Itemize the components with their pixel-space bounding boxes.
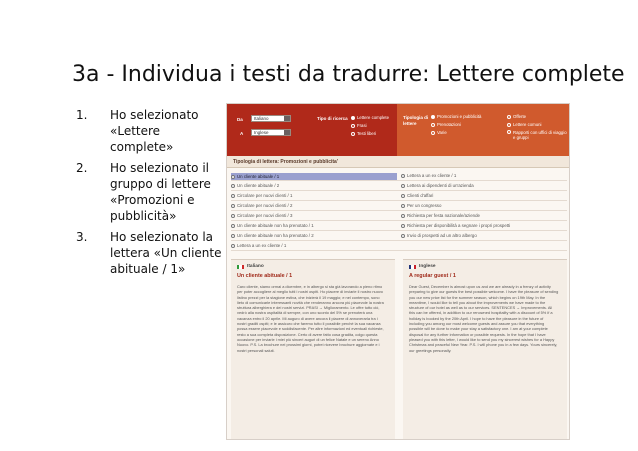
letter-option-label: Circolare per nuovi clienti / 2 <box>237 203 293 208</box>
radio-off-icon <box>351 132 355 136</box>
source-language-heading <box>237 264 264 269</box>
source-letter-panel <box>231 259 395 439</box>
step-text: Ho selezionato «Lettere complete» <box>110 108 199 154</box>
radio-off-icon <box>401 184 405 188</box>
option-label: Varie <box>437 130 447 135</box>
slide-title: 3a - Individua i testi da tradurre: Lettere complete <box>72 62 625 87</box>
italian-flag-icon <box>237 265 244 269</box>
flag-stripe <box>242 265 244 269</box>
letter-type-label: Tipologia di lettere <box>403 115 429 126</box>
target-language-heading <box>409 264 436 269</box>
letter-option-label: Lettera ai dipendenti di un'azienda <box>407 183 474 188</box>
letter-option-row <box>231 242 567 251</box>
search-type-option[interactable] <box>351 131 376 136</box>
step-number: 3. <box>76 230 88 244</box>
step-item <box>76 107 226 155</box>
flag-stripe <box>414 265 416 269</box>
radio-on-icon <box>351 116 355 120</box>
letter-option[interactable] <box>401 213 480 218</box>
letter-option-label: Per un congresso <box>407 203 442 208</box>
radio-off-icon <box>351 124 355 128</box>
letter-option-label: Circolare per nuovi clienti / 1 <box>237 193 293 198</box>
app-screenshot <box>226 103 570 440</box>
option-label: Testi liberi <box>357 131 377 136</box>
radio-on-icon <box>431 115 435 119</box>
radio-off-icon <box>231 184 235 188</box>
letter-type-option[interactable] <box>507 130 567 140</box>
step-number: 2. <box>76 161 88 175</box>
source-letter-body: Caro cliente, siamo ormai a dicembre, e in albergo si sta già lavorando a pieno ritmo per poter accogliere al meglio tutti i nostri ospiti. Ho piacere di inviarle il nostro nuovo listino prezzi per la stagione estiva, che inizierà il 19 maggio; e nel contempo, sono lieto di comunicarle interessanti novità che renderanno ancora più piacevole la nostra struttura alberghiera e dei nostri servizi. PRASI → Miglioramento. Le offre tutto ciò, vedrò alla nostra ospitalità di sempre, con uno sconto del 5% se prenoterà una vacanza entro il 20 aprile. Mi auguro di avere ancora il piacere di annoverarla tra i nostri graditi ospiti; e le assicuro che faremo tutto il possibile perché la sua vacanza possa essere piacevole e soddisfacente. Per altre informazioni ed eventuali richieste, resto a sua completa disposizione. Certo di avere fatto cosa gradita, colgo questa occasione per inviarle i miei più sinceri auguri di un felice Natale e un sereno Anno Nuovo. P.S. La brochure nei prossimi giorni, potrei ricevere brochure aggiornate e i nostri personali saluti. <box>237 284 384 353</box>
letter-option-row <box>231 232 567 241</box>
letter-type-option[interactable] <box>431 122 461 127</box>
radio-off-icon <box>231 204 235 208</box>
radio-off-icon <box>231 224 235 228</box>
steps-list <box>76 107 226 282</box>
letter-option[interactable] <box>401 223 510 228</box>
letter-option-row <box>231 182 567 191</box>
letter-type-bar <box>227 156 570 168</box>
step-number: 1. <box>76 108 88 122</box>
letter-option[interactable] <box>401 193 433 198</box>
letter-option-label: Clienti d'affari <box>407 193 434 198</box>
letter-option-label: Circolare per nuovi clienti / 3 <box>237 213 293 218</box>
source-language-name: Italiano <box>247 264 264 269</box>
option-label: Frasi <box>357 123 367 128</box>
radio-off-icon <box>401 224 405 228</box>
letter-option[interactable] <box>401 173 456 178</box>
step-text: Ho selezionato la lettera «Un cliente abituale / 1» <box>110 230 222 276</box>
letter-option[interactable] <box>401 203 441 208</box>
radio-off-icon <box>507 130 511 134</box>
radio-off-icon <box>401 174 405 178</box>
letter-option[interactable] <box>231 223 314 228</box>
search-type-option[interactable] <box>351 115 389 120</box>
step-text: Ho selezionato il gruppo di lettere «Promozioni e pubblicità» <box>110 161 211 223</box>
letter-option[interactable] <box>401 183 474 188</box>
letter-option[interactable] <box>231 203 292 208</box>
letter-option-label: Richiesta per disponibilità a segnare i propri prospetti <box>407 223 511 228</box>
target-language-name: Inglese <box>419 264 436 269</box>
radio-off-icon <box>231 244 235 248</box>
letter-type-title: Tipologia di lettera: Promozioni e pubblicita' <box>233 159 338 165</box>
target-letter-title: A regular guest / 1 <box>409 273 456 279</box>
letter-option[interactable] <box>231 213 292 218</box>
radio-off-icon <box>507 123 511 127</box>
chevron-down-icon <box>284 130 290 135</box>
source-language-select[interactable] <box>251 115 291 122</box>
letter-option-row <box>231 172 567 181</box>
letter-option[interactable] <box>231 183 279 188</box>
letter-option-label: Lettera a un ex cliente / 1 <box>237 243 287 248</box>
radio-off-icon <box>401 234 405 238</box>
letter-option-row <box>231 212 567 221</box>
option-label: Lettere comuni <box>513 122 542 127</box>
step-item <box>76 160 226 224</box>
letter-option-label: Un cliente abituale non ha prenotato / 2 <box>237 233 314 238</box>
letter-type-header <box>397 104 570 156</box>
radio-off-icon <box>231 214 235 218</box>
letter-option[interactable] <box>401 233 477 238</box>
letter-type-option[interactable] <box>431 130 447 135</box>
letter-option[interactable] <box>231 193 292 198</box>
radio-off-icon <box>401 214 405 218</box>
target-letter-body: Dear Guest, December is almost upon us and we are already in a frenzy of activity preparing to give our guests the best possible welcome. I have the pleasure of sending you our new price list for the summer season, which begins on 19th May. In the meantime, I would like to tell you about the improvements we have made to the structure of our hotel as well as to our services. SENTENCES → Improvements. All this can be offered, in addition to our renowned hospitality with a discount of 5% if a holiday is booked by the 20th April. I hope to have the pleasure in the future of including you among our most welcome guests and assure you that everything possible will be done to make your stay a satisfactory one. I am at your complete disposal for any further information or possible requests. In the hope that I have pleased you with this letter, I would like to send you my sincerest wishes for a Happy Christmas and peaceful New Year. P.S. I will phone you in a few days. Yours sincerely, our greetings personally. <box>409 284 559 353</box>
target-language-select[interactable] <box>251 129 291 136</box>
source-language-value: Italiano <box>254 116 269 121</box>
to-label: A <box>240 131 244 136</box>
radio-off-icon <box>507 115 511 119</box>
option-label: Prenotazioni <box>437 122 461 127</box>
source-letter-title: Un cliente abituale / 1 <box>237 273 293 279</box>
radio-off-icon <box>401 194 405 198</box>
letter-type-option[interactable] <box>507 114 526 119</box>
letter-option-label: Lettera a un ex cliente / 1 <box>407 173 457 178</box>
letter-option[interactable] <box>231 233 314 238</box>
from-label: Da <box>237 117 243 122</box>
letter-option-label: Un cliente abituale / 2 <box>237 183 280 188</box>
letter-option-row <box>231 222 567 231</box>
radio-off-icon <box>231 234 235 238</box>
radio-on-icon <box>231 175 235 179</box>
radio-off-icon <box>431 123 435 127</box>
target-letter-panel <box>403 259 567 439</box>
option-label: Rapporti con uffici di viaggio e gruppi <box>513 130 567 140</box>
radio-off-icon <box>401 204 405 208</box>
letter-option-row <box>231 202 567 211</box>
radio-off-icon <box>231 194 235 198</box>
letter-option-label: Invio di prospetti ad un altro albergo <box>407 233 477 238</box>
letter-option-label: Un cliente abituale / 1 <box>237 174 280 179</box>
letter-option-label: Un cliente abituale non ha prenotato / 1 <box>237 223 314 228</box>
option-label: Promozioni e pubblicità <box>437 114 482 119</box>
letter-option[interactable] <box>231 243 286 248</box>
search-type-label: Tipo di ricerca <box>317 116 348 121</box>
letter-type-option[interactable] <box>507 122 541 127</box>
letter-option-row <box>231 192 567 201</box>
letter-option-selected[interactable] <box>231 173 397 180</box>
option-label: Offerte <box>513 114 527 119</box>
letter-option-label: Richiesta per festa nazionale/aziende <box>407 213 480 218</box>
chevron-down-icon <box>284 116 290 121</box>
uk-flag-icon <box>409 265 416 269</box>
search-type-option[interactable] <box>351 123 367 128</box>
option-label: Lettere complete <box>357 115 390 120</box>
radio-off-icon <box>431 131 435 135</box>
step-item <box>76 229 226 277</box>
target-language-value: Inglese <box>254 130 269 135</box>
letter-type-option[interactable] <box>431 114 481 119</box>
